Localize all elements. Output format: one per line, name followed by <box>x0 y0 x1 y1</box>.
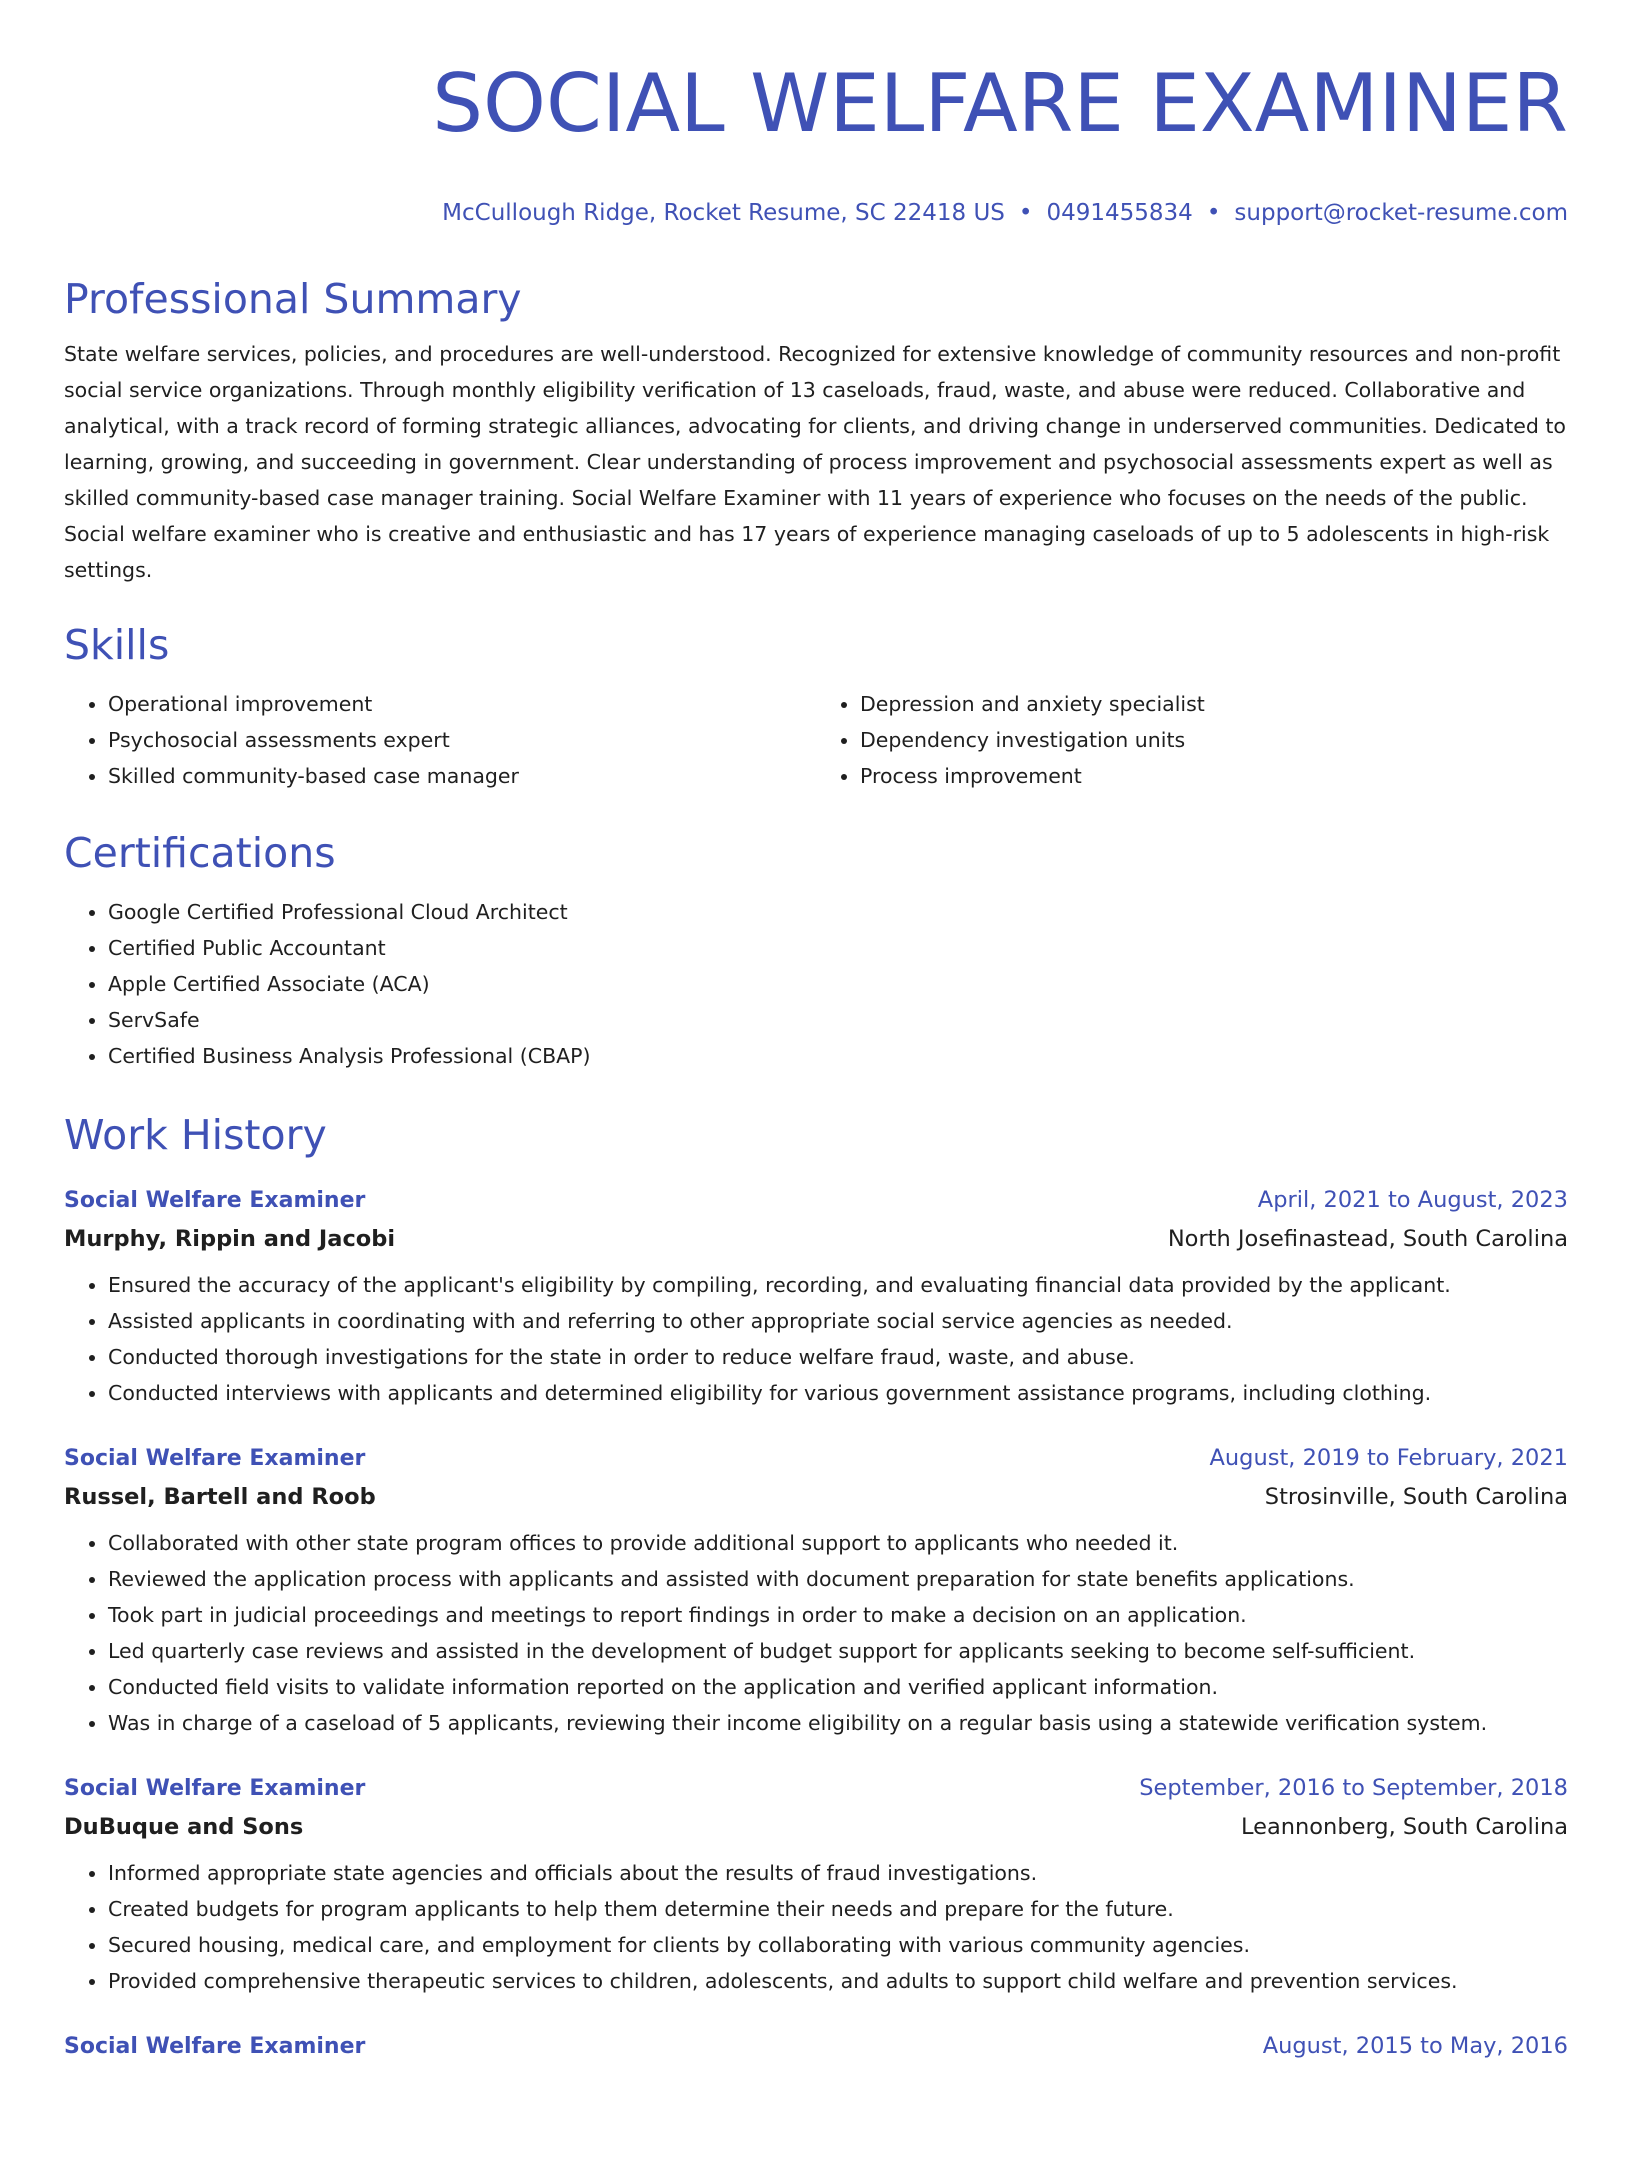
job-bullet: • Reviewed the application process with applicants and assisted with document preparation for state benefits applications. <box>108 1561 1568 1597</box>
skill-item: • Depression and anxiety specialist <box>860 686 1568 722</box>
job-bullets <box>64 1267 1568 1411</box>
job-location: Strosinville, South Carolina <box>1264 1484 1568 1510</box>
job-bullet: • Collaborated with other state program offices to provide additional support to applicants who needed it. <box>108 1525 1568 1561</box>
job-entry <box>64 1440 1568 1741</box>
job-bullet: • Secured housing, medical care, and employment for clients by collaborating with various community agencies. <box>108 1927 1568 1963</box>
certification-item: • ServSafe <box>108 1002 1568 1038</box>
job-dates: April, 2021 to August, 2023 <box>1257 1187 1568 1213</box>
skills-heading: Skills <box>64 621 170 669</box>
contact-line <box>64 198 1568 228</box>
certifications-list <box>64 894 1568 1074</box>
job-header <box>64 2028 1568 2065</box>
job-dates: September, 2016 to September, 2018 <box>1139 1775 1568 1801</box>
skill-item: • Skilled community-based case manager <box>108 758 816 794</box>
skills-column-left <box>64 686 816 794</box>
skill-item: • Dependency investigation units <box>860 722 1568 758</box>
skills-column-right <box>816 686 1568 794</box>
job-bullet: • Took part in judicial proceedings and meetings to report findings in order to make a decision on an application. <box>108 1597 1568 1633</box>
summary-heading: Professional Summary <box>64 275 522 323</box>
contact-address: McCullough Ridge, Rocket Resume, SC 22418 US <box>442 200 1005 226</box>
job-dates: August, 2015 to May, 2016 <box>1262 2033 1568 2059</box>
contact-separator: • <box>1206 200 1221 226</box>
certification-item: • Certified Business Analysis Professional (CBAP) <box>108 1038 1568 1074</box>
contact-phone: 0491455834 <box>1046 200 1193 226</box>
job-bullet: • Ensured the accuracy of the applicant's eligibility by compiling, recording, and evaluating financial data provided by the applicant. <box>108 1267 1568 1303</box>
certification-item: • Apple Certified Associate (ACA) <box>108 966 1568 1002</box>
job-bullet: • Informed appropriate state agencies and officials about the results of fraud investigations. <box>108 1855 1568 1891</box>
job-title: Social Welfare Examiner <box>64 2034 366 2059</box>
certification-item: • Google Certified Professional Cloud Architect <box>108 894 1568 930</box>
resume-page <box>0 58 1632 2170</box>
job-bullet: • Conducted interviews with applicants and determined eligibility for various government assistance programs, including clothing. <box>108 1375 1568 1411</box>
job-entry <box>64 1182 1568 1411</box>
job-entry <box>64 1770 1568 1999</box>
job-header <box>64 1440 1568 1477</box>
job-bullet: • Was in charge of a caseload of 5 applicants, reviewing their income eligibility on a regular basis using a statewide verification system. <box>108 1705 1568 1741</box>
job-bullet: • Conducted thorough investigations for the state in order to reduce welfare fraud, waste, and abuse. <box>108 1339 1568 1375</box>
work-history-heading: Work History <box>64 1111 327 1159</box>
job-title: Social Welfare Examiner <box>64 1446 366 1471</box>
skill-item: • Psychosocial assessments expert <box>108 722 816 758</box>
contact-email: support@rocket-resume.com <box>1234 200 1568 226</box>
certification-item: • Certified Public Accountant <box>108 930 1568 966</box>
job-bullet: • Led quarterly case reviews and assisted in the development of budget support for applicants seeking to become self-sufficient. <box>108 1633 1568 1669</box>
job-dates: August, 2019 to February, 2021 <box>1209 1445 1568 1471</box>
job-company: Russel, Bartell and Roob <box>64 1484 376 1510</box>
job-header <box>64 1182 1568 1219</box>
job-bullets <box>64 1525 1568 1741</box>
contact-separator: • <box>1018 200 1033 226</box>
certifications-heading: Certifications <box>64 829 336 877</box>
skill-item: • Process improvement <box>860 758 1568 794</box>
job-bullet: • Assisted applicants in coordinating with and referring to other appropriate social service agencies as needed. <box>108 1303 1568 1339</box>
job-subheader <box>64 1477 1568 1517</box>
job-entry <box>64 2028 1568 2065</box>
job-title: Social Welfare Examiner <box>64 1188 366 1213</box>
job-title: Social Welfare Examiner <box>64 1776 366 1801</box>
job-location: Leannonberg, South Carolina <box>1241 1814 1568 1840</box>
candidate-name: SOCIAL WELFARE EXAMINER <box>432 57 1568 150</box>
job-bullet: • Provided comprehensive therapeutic services to children, adolescents, and adults to support child welfare and prevention services. <box>108 1963 1568 1999</box>
job-company: DuBuque and Sons <box>64 1814 304 1840</box>
job-location: North Josefinastead, South Carolina <box>1167 1226 1568 1252</box>
job-subheader <box>64 1219 1568 1259</box>
job-bullets <box>64 1855 1568 1999</box>
skill-item: • Operational improvement <box>108 686 816 722</box>
job-bullet: • Conducted field visits to validate information reported on the application and verified applicant information. <box>108 1669 1568 1705</box>
job-header <box>64 1770 1568 1807</box>
skills-list <box>64 686 1568 794</box>
job-company: Murphy, Rippin and Jacobi <box>64 1226 396 1252</box>
summary-text: State welfare services, policies, and procedures are well-understood. Recognized for extensive knowledge of community resources and non-profit social service organizations. Through monthly eligibility verification of 13 caseloads, fraud, waste, and abuse were reduced. Collaborative and analytical, with a track record of forming strategic alliances, advocating for clients, and driving change in underserved communities. Dedicated to learning, growing, and succeeding in government. Clear understanding of process improvement and psychosocial assessments expert as well as skilled community-based case manager training. Social Welfare Examiner with 11 years of experience who focuses on the needs of the public. Social welfare examiner who is creative and enthusiastic and has 17 years of experience managing caseloads of up to 5 adolescents in high-risk settings. <box>64 342 1566 582</box>
job-subheader <box>64 1807 1568 1847</box>
job-bullet: • Created budgets for program applicants to help them determine their needs and prepare for the future. <box>108 1891 1568 1927</box>
